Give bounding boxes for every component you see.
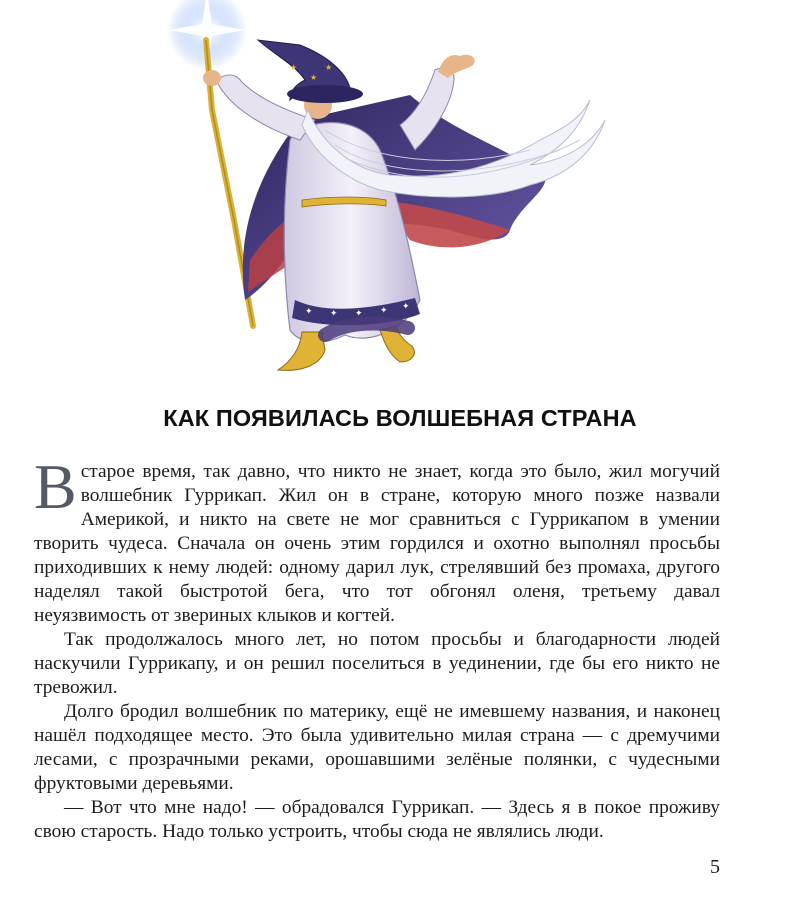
paragraph-1-text: старое время, так давно, что никто не знает, когда это было, жил могучий волшебник Гуррикап. Жил он в стране, которую много позже назвали Америкой, и никто на свете не мог сравниться с Гуррикапом в умении творить чудеса. Сначала он очень этим гордился и охотно выполнял просьбы приходивших к нему людей: одному дарил лук, стрелявший без промаха, другого наделял такой быстротой бега, что тот обгонял оленя, третьему давал неуязвимость от звериных клыков и когтей. xyxy=(34,461,720,626)
paragraph-1 xyxy=(34,451,720,628)
wizard-picture xyxy=(150,0,650,405)
wizard-illustration xyxy=(150,0,650,405)
svg-text:✦: ✦ xyxy=(355,309,363,319)
svg-text:✦: ✦ xyxy=(305,307,313,317)
svg-text:✦: ✦ xyxy=(402,302,410,312)
svg-text:★: ★ xyxy=(290,63,298,72)
paragraph-4: — Вот что мне надо! — обрадовался Гуррикап. — Здесь я в покое проживу свою старость. Надо только устроить, чтобы сюда не являлись люди. xyxy=(34,797,720,842)
svg-text:✦: ✦ xyxy=(330,309,338,319)
drop-cap: В xyxy=(34,451,77,522)
svg-text:★: ★ xyxy=(310,73,318,82)
paragraph-3: Долго бродил волшебник по материку, ещё не имевшему названия, и наконец нашёл подходящее место. Это была удивительно милая страна — с дремучими лесами, с прозрачными реками, орошавшими зелёные полянки, с чудесными фруктовыми деревьями. xyxy=(34,701,720,794)
chapter-title: КАК ПОЯВИЛАСЬ ВОЛШЕБНАЯ СТРАНА xyxy=(163,405,637,431)
svg-text:★: ★ xyxy=(325,63,333,72)
page-number: 5 xyxy=(710,856,720,878)
svg-text:✦: ✦ xyxy=(380,306,388,316)
left-boot xyxy=(278,332,325,370)
chapter-text xyxy=(34,451,720,844)
right-hand xyxy=(438,55,475,78)
paragraph-2: Так продолжалось много лет, но потом просьбы и благодарности людей наскучили Гуррикапу, и он решил поселиться в уединении, где бы его никто не тревожил. xyxy=(34,629,720,698)
